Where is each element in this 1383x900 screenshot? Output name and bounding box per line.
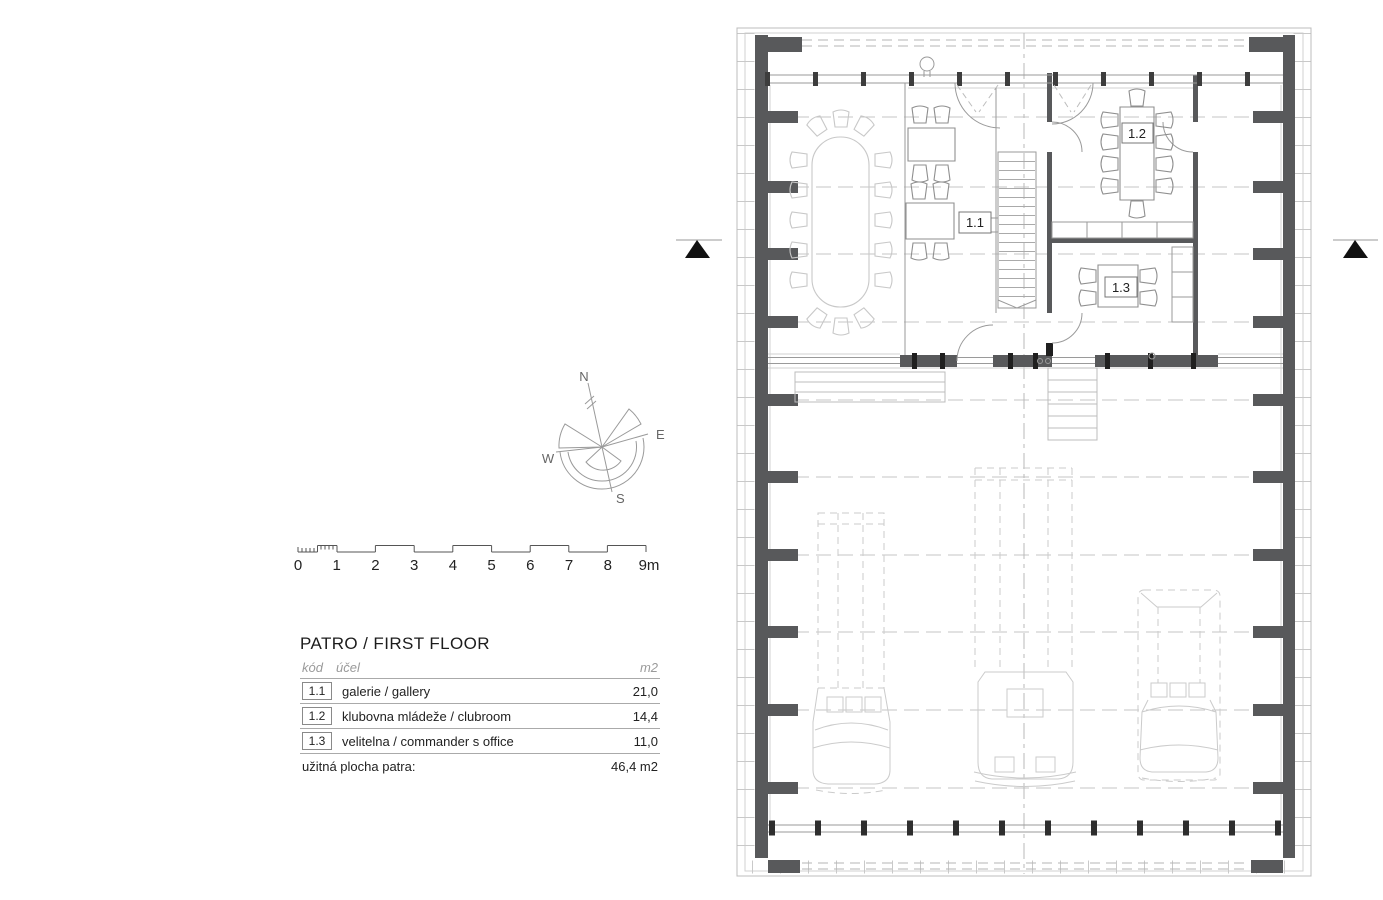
room-labels — [959, 123, 1153, 297]
compass-south-label: S — [616, 491, 625, 506]
scale-label-3: 3 — [410, 557, 419, 574]
room-label-1-1: 1.1 — [965, 215, 985, 230]
exterior-steps — [795, 368, 1097, 440]
room-code-badge: 1.2 — [302, 707, 332, 725]
room-area: 11,0 — [633, 733, 658, 749]
truck-right — [1138, 590, 1220, 782]
grid-lines — [772, 33, 1281, 874]
room-name: velitelna / commander s office — [342, 733, 514, 749]
room-code-badge: 1.3 — [302, 732, 332, 750]
south-glass-facade — [768, 825, 1283, 832]
room-name: klubovna mládeže / clubroom — [342, 708, 512, 724]
section-marker-left — [676, 240, 722, 258]
legend-total — [300, 754, 660, 779]
scale-bar — [294, 546, 660, 575]
room-name: galerie / gallery — [342, 683, 431, 699]
oval-table-group — [790, 110, 892, 335]
room-label-1-2: 1.2 — [1127, 126, 1147, 141]
staircase — [996, 88, 1036, 313]
scale-label-8: 8 — [603, 557, 612, 574]
flue-symbol — [920, 57, 934, 71]
legend-col-purpose: účel — [336, 660, 360, 675]
total-label: užitná plocha patra: — [302, 759, 416, 774]
compass-west-label: W — [541, 451, 555, 466]
total-value: 46,4 m2 — [611, 759, 658, 774]
scale-label-7: 7 — [564, 557, 574, 574]
page-title: PATRO / FIRST FLOOR — [300, 634, 490, 653]
legend-col-area: m2 — [639, 660, 658, 675]
scale-label-6: 6 — [526, 557, 535, 574]
section-marker-right — [1333, 240, 1378, 258]
compass-east-label: E — [656, 427, 665, 442]
scale-label-0: 0 — [293, 557, 303, 574]
room-area: 21,0 — [632, 683, 658, 699]
scale-label-5: 5 — [487, 557, 496, 574]
room-label-1-3: 1.3 — [1111, 280, 1131, 295]
compass-rose — [542, 369, 665, 506]
room-1-1-furniture — [906, 106, 955, 260]
legend-row-1-1 — [300, 679, 660, 704]
scale-label-2: 2 — [371, 557, 380, 574]
walls — [755, 35, 1295, 873]
legend-row-1-2 — [300, 704, 660, 729]
room-code-badge: 1.1 — [302, 682, 332, 700]
truck-center — [974, 468, 1076, 787]
legend-header — [300, 654, 660, 679]
legend-col-code: kód — [302, 660, 323, 675]
scale-label-4: 4 — [448, 557, 458, 574]
room-area: 14,4 — [632, 708, 658, 724]
scale-label-1: 1 — [332, 557, 341, 574]
legend — [300, 634, 660, 779]
compass-north-label: N — [579, 369, 589, 384]
room-1-2-furniture — [1101, 89, 1173, 218]
legend-row-1-3 — [300, 729, 660, 754]
scale-label-9m: 9m — [638, 557, 660, 574]
